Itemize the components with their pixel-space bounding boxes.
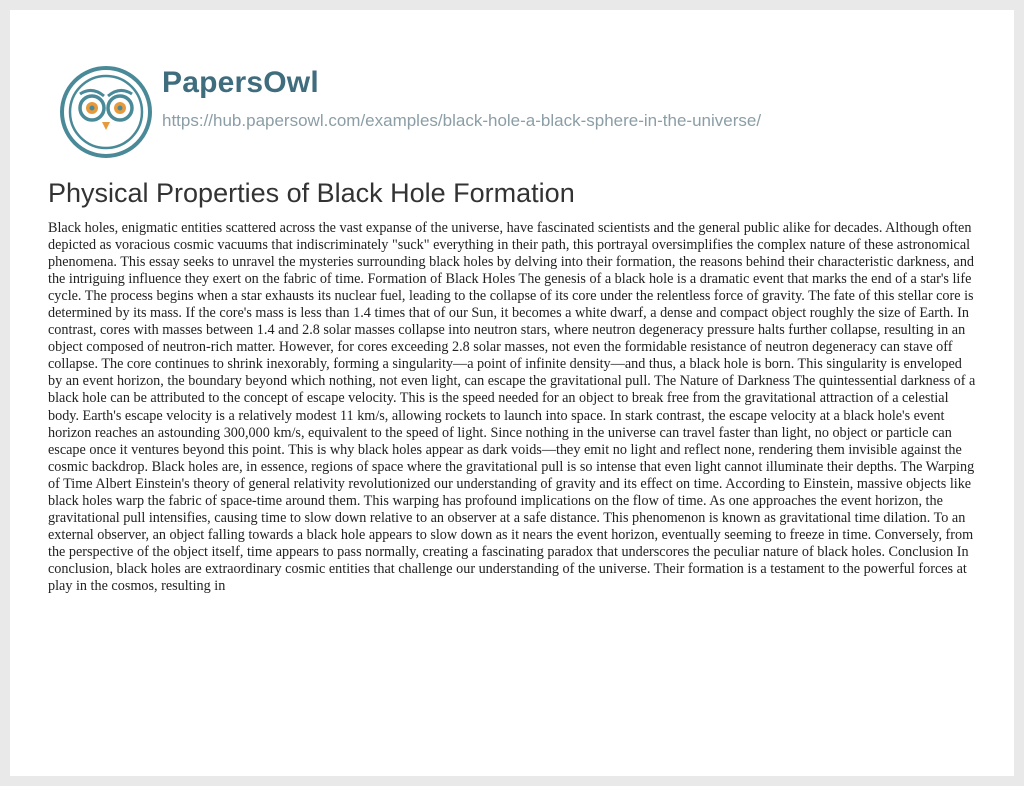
source-url[interactable]: [162, 111, 761, 131]
owl-logo-icon: [58, 64, 154, 160]
document-title: Physical Properties of Black Hole Formation: [48, 178, 575, 208]
document-body: Black holes, enigmatic entities scattered across the vast expanse of the universe, have fascinated scientists and the general public alike for decades. Although often depicted as voracious cosmic vacuums that indiscriminately "suck" everything in their path, this portrayal oversimplifies the complex nature of these astronomical phenomena. This essay seeks to unravel the mysteries surrounding black holes by delving into their formation, the reasons behind their characteristic darkness, and the intriguing influence they exert on the fabric of time. Formation of Black Holes The genesis of a black hole is a dramatic event that marks the end of a star's life cycle. The process begins when a star exhausts its nuclear fuel, leading to the collapse of its core under the relentless force of gravity. The fate of this stellar core is determined by its mass. If the core's mass is less than 1.4 times that of our Sun, it becomes a white dwarf, a dense and compact object roughly the size of Earth. In contrast, cores with masses between 1.4 and 2.8 solar masses collapse into neutron stars, where neutron degeneracy pressure halts further collapse, resulting in an object composed of neutron-rich matter. However, for cores exceeding 2.8 solar masses, not even the formidable resistance of neutron degeneracy can stave off collapse. The core continues to shrink inexorably, forming a singularity—a point of infinite density—and thus, a black hole is born. This singularity is enveloped by an event horizon, the boundary beyond which nothing, not even light, can escape the gravitational pull. The Nature of Darkness The quintessential darkness of a black hole can be attributed to the concept of escape velocity. This is the speed needed for an object to break free from the gravitational attraction of a celestial body. Earth's escape velocity is a relatively modest 11 km/s, allowing rockets to launch into space. In stark contrast, the escape velocity at a black hole's event horizon reaches an astounding 300,000 km/s, equivalent to the speed of light. Since nothing in the universe can travel faster than light, no object or particle can escape once it ventures beyond this point. This is why black holes appear as dark voids—they emit no light and reflect none, rendering them invisible against the cosmic backdrop. Black holes are, in essence, regions of space where the gravitational pull is so intense that even light cannot illuminate their depths. The Warping of Time Albert Einstein's theory of general relativity revolutionized our understanding of gravity and its effect on time. According to Einstein, massive objects like black holes warp the fabric of space-time around them. This warping has profound implications on the flow of time. As one approaches the event horizon, the gravitational pull intensifies, causing time to slow down relative to an observer at a safe distance. This phenomenon is known as gravitational time dilation. To an external observer, an object falling towards a black hole appears to slow down as it nears the event horizon, eventually seeming to freeze in time. Conversely, from the perspective of the object itself, time appears to pass normally, creating a fascinating paradox that underscores the peculiar nature of black holes. Conclusion In conclusion, black holes are extraordinary cosmic entities that challenge our understanding of the universe. Their formation is a testament to the powerful forces at play in the cosmos, resulting in: [48, 220, 976, 594]
site-header: [58, 48, 978, 140]
document-page: [10, 10, 1014, 776]
source-url-link[interactable]: https://hub.papersowl.com/examples/black-hole-a-black-sphere-in-the-universe/: [162, 111, 762, 130]
brand-name: PapersOwl: [162, 66, 319, 99]
